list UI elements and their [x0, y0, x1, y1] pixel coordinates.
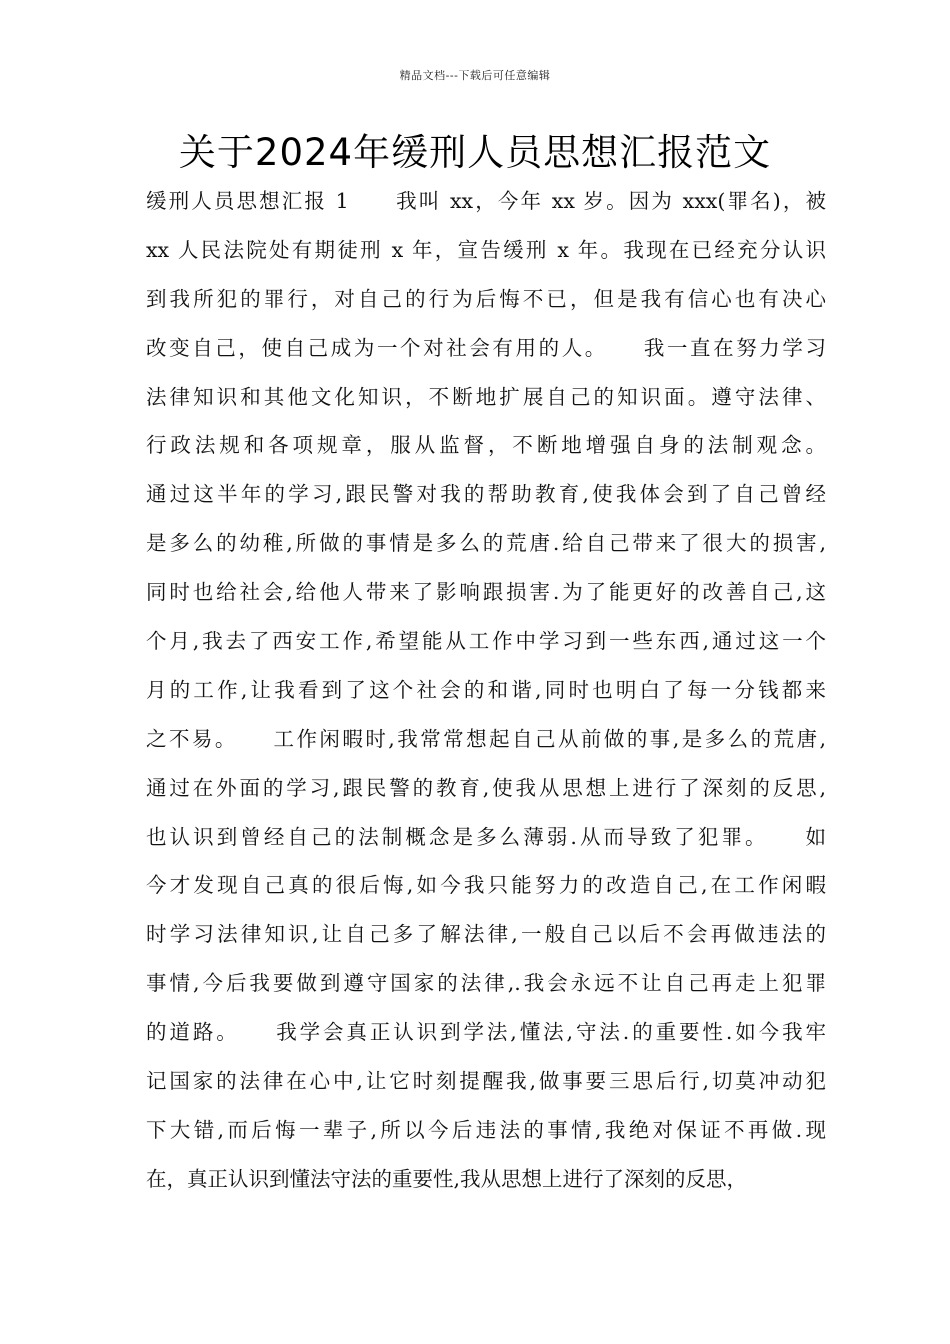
document-body	[146, 180, 826, 1207]
body-line: 在，真正认识到懂法守法的重要性,我从思想上进行了深刻的反思，	[146, 1166, 748, 1191]
body-line: 也认识到曾经自己的法制概念是多么薄弱.从而导致了犯罪。 如	[146, 824, 826, 849]
body-line: 个月,我去了西安工作,希望能从工作中学习到一些东西,通过这一个	[146, 629, 826, 654]
body-line: 时学习法律知识,让自己多了解法律,一般自己以后不会再做违法的	[146, 922, 826, 947]
body-line: 到我所犯的罪行，对自己的行为后悔不已，但是我有信心也有决心	[146, 286, 826, 311]
body-line: 月的工作,让我看到了这个社会的和谐,同时也明白了每一分钱都来	[146, 677, 826, 702]
body-line: 通过在外面的学习,跟民警的教育,使我从思想上进行了深刻的反思,	[146, 775, 826, 800]
body-line: 改变自己，使自己成为一个对社会有用的人。 我一直在努力学习	[146, 335, 826, 360]
body-line: 法律知识和其他文化知识，不断地扩展自己的知识面。遵守法律、	[146, 384, 826, 409]
body-line: 是多么的幼稚,所做的事情是多么的荒唐.给自己带来了很大的损害,	[146, 531, 826, 556]
body-line: xx 人民法院处有期徒刑 x 年，宣告缓刑 x 年。我现在已经充分认识	[146, 237, 826, 262]
body-line: 通过这半年的学习,跟民警对我的帮助教育,使我体会到了自己曾经	[146, 482, 826, 507]
body-line: 记国家的法律在心中,让它时刻提醒我,做事要三思后行,切莫冲动犯	[146, 1069, 826, 1094]
body-line: 事情,今后我要做到遵守国家的法律,.我会永远不让自己再走上犯罪	[146, 971, 826, 996]
body-line: 同时也给社会,给他人带来了影响跟损害.为了能更好的改善自己,这	[146, 580, 826, 605]
body-line: 之不易。 工作闲暇时,我常常想起自己从前做的事,是多么的荒唐,	[146, 726, 826, 751]
body-line: 行政法规和各项规章，服从监督，不断地增强自身的法制观念。	[146, 433, 826, 458]
body-line: 今才发现自己真的很后悔,如今我只能努力的改造自己,在工作闲暇	[146, 873, 826, 898]
body-line: 缓刑人员思想汇报 1 我叫 xx，今年 xx 岁。因为 xxx(罪名)，被	[146, 189, 826, 213]
body-line: 下大错,而后悔一辈子,所以今后违法的事情,我绝对保证不再做.现	[146, 1117, 826, 1142]
body-line: 的道路。 我学会真正认识到学法,懂法,守法.的重要性.如今我牢	[146, 1020, 826, 1045]
document-title: 关于2024年缓刑人员思想汇报范文	[178, 131, 772, 174]
page-header-note: 精品文档---下载后可任意编辑	[399, 69, 551, 82]
